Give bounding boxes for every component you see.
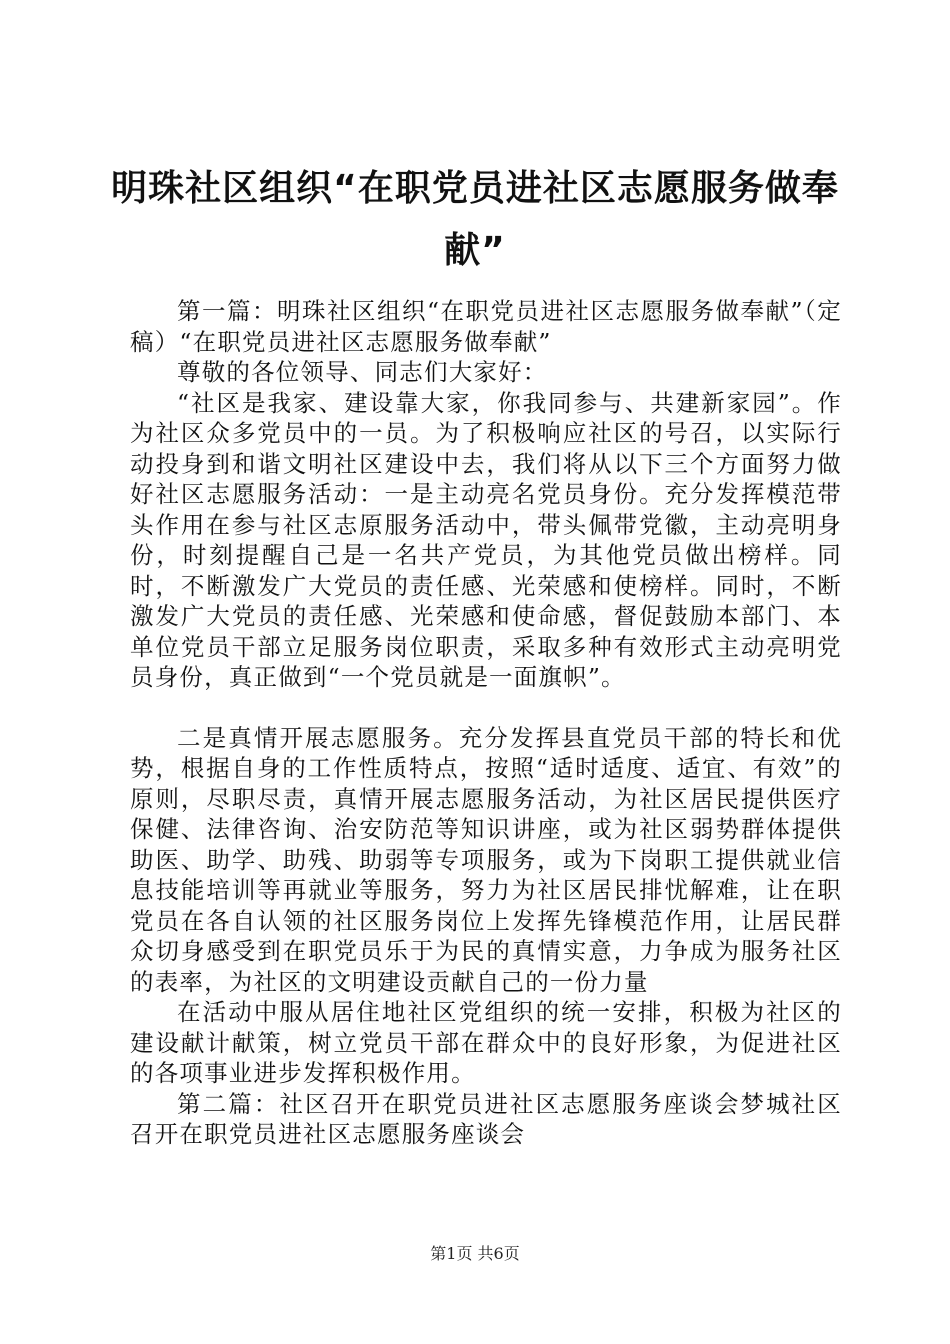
paragraph-first-article: 第一篇：明珠社区组织“在职党员进社区志愿服务做奉献”（定稿）“在职党员进社区志愿服务做奉献” bbox=[130, 297, 842, 356]
paragraph-activity: 在活动中服从居住地社区党组织的统一安排，积极为社区的建设献计献策，树立党员干部在群众中的良好形象，为促进社区的各项事业进步发挥积极作用。 bbox=[130, 998, 842, 1087]
page-number-footer: 第1页 共6页 bbox=[430, 1244, 520, 1263]
paragraph-second-article: 第二篇：社区召开在职党员进社区志愿服务座谈会梦城社区召开在职党员进社区志愿服务座谈会 bbox=[130, 1089, 842, 1148]
paragraph-point-two: 二是真情开展志愿服务。充分发挥县直党员干部的特长和优势，根据自身的工作性质特点，按照“适时适度、适宜、有效”的原则，尽职尽责，真情开展志愿服务活动，为社区居民提供医疗保健、法律咨询、治安防范等知识讲座，或为社区弱势群体提供助医、助学、助残、助弱等专项服务，或为下岗职工提供就业信息技能培训等再就业等服务，努力为社区居民排忧解难，让在职党员在各自认领的社区服务岗位上发挥先锋模范作用，让居民群众切身感受到在职党员乐于为民的真情实意，力争成为服务社区的表率，为社区的文明建设贡献自己的一份力量 bbox=[130, 723, 842, 996]
paragraph-point-one: “社区是我家、建设靠大家，你我同参与、共建新家园”。作为社区众多党员中的一员。为了积极响应社区的号召，以实际行动投身到和谐文明社区建设中去，我们将从以下三个方面努力做好社区志愿服务活动：一是主动亮名党员身份。充分发挥模范带头作用在参与社区志原服务活动中，带头佩带党徽，主动亮明身份，时刻提醒自己是一名共产党员，为其他党员做出榜样。同时，不断激发广大党员的责任感、光荣感和使榜样。同时，不断激发广大党员的责任感、光荣感和使命感，督促鼓励本部门、本单位党员干部立足服务岗位职责，采取多种有效形式主动亮明党员身份，真正做到“一个党员就是一面旗帜”。 bbox=[130, 388, 842, 691]
document-title: 明珠社区组织“在职党员进社区志愿服务做奉献” bbox=[111, 168, 839, 271]
paragraph-greeting: 尊敬的各位领导、同志们大家好： bbox=[177, 358, 548, 386]
document-body bbox=[130, 296, 842, 1150]
